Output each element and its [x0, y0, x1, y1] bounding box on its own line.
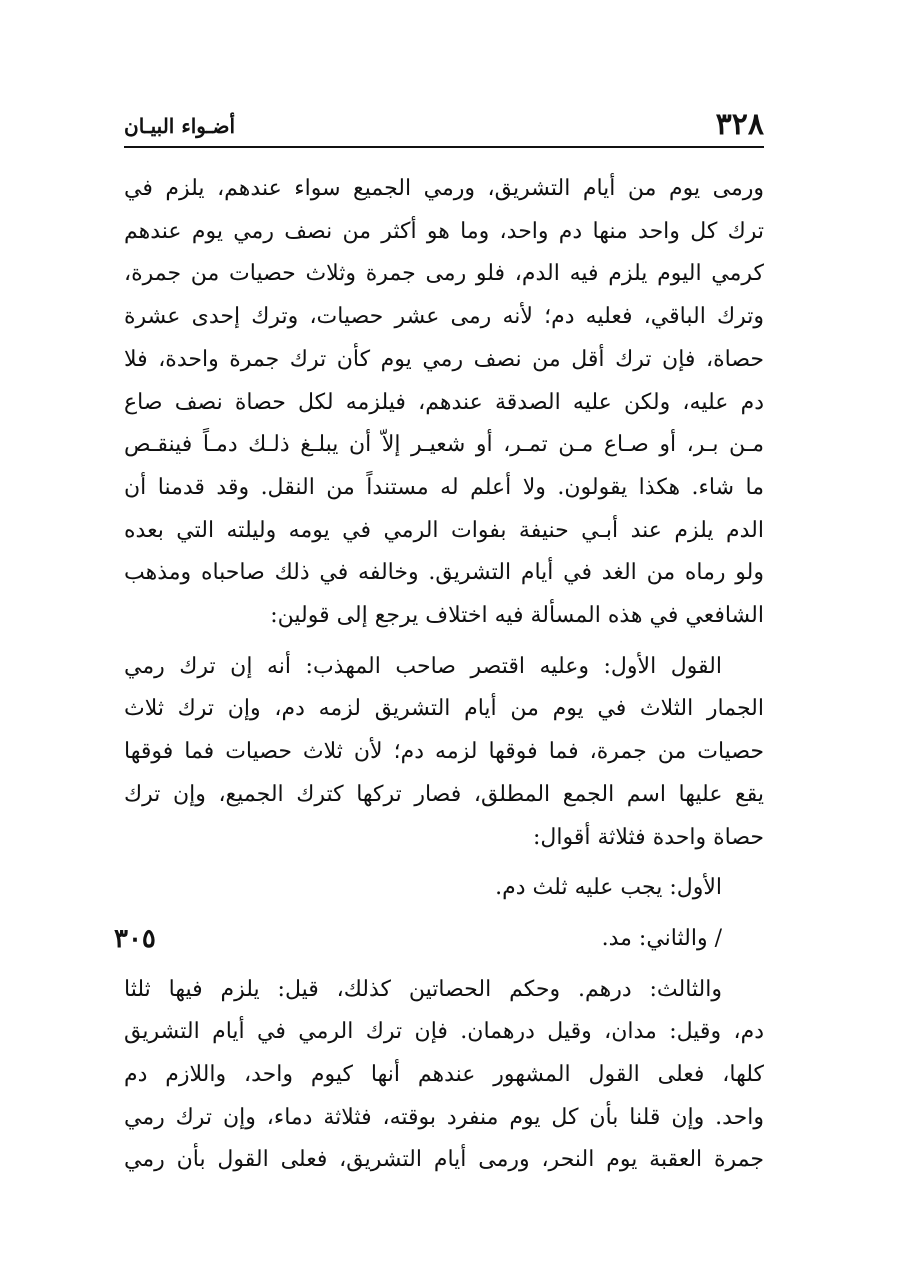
page-body	[114, 168, 764, 1182]
paragraph-gap	[124, 859, 764, 867]
page-header	[124, 104, 764, 148]
text-line: ورمى يوم من أيام التشريق، ورمي الجميع سواء عندهم، يلزم في	[124, 176, 764, 201]
margin-page-number: ٣٠٥	[114, 923, 156, 954]
text-line: يقع عليها اسم الجمع المطلق، فصار تركها كترك الجميع، وإن ترك	[124, 781, 764, 807]
text-line: حصيات من جمرة، فما فوقها لزمه دم؛ لأن ثلاث حصيات فما فوقها	[124, 739, 764, 765]
text-line: القول الأول: وعليه اقتصر صاحب المهذب: أنه إن ترك رمي	[124, 653, 722, 679]
text-line: ولو رماه من الغد في أيام التشريق. وخالفه في ذلك صاحباه ومذهب	[124, 560, 764, 586]
text-line: الدم يلزم عند أبـي حنيفة بفوات الرمي في يومه وليلته التي بعده	[124, 517, 764, 543]
paragraph-gap	[124, 961, 764, 969]
text-line: حصاة، فإن ترك أقل من نصف رمي يوم كأن ترك جمرة واحدة، فلا	[124, 346, 764, 372]
paragraph-gap	[124, 638, 764, 646]
text-line: الجمار الثلاث في يوم من أيام التشريق لزمه دم، وإن ترك ثلاث	[124, 696, 764, 722]
text-line: / والثاني: مد.	[601, 925, 722, 951]
text-line: ما شاء. هكذا يقولون. ولا أعلم له مستنداً من النقل. وقد قدمنا أن	[124, 474, 764, 500]
running-title: أضـواء البيـان	[124, 114, 236, 138]
text-line: مـن بـر، أو صـاع مـن تمـر، أو شعيـر إلاّ أن يبلـغ ذلـك دمـاً فينقـص	[124, 432, 764, 458]
text-line: الشافعي في هذه المسألة فيه اختلاف يرجع إلى قولين:	[270, 603, 764, 629]
text-line: حصاة واحدة فثلاثة أقوال:	[533, 824, 764, 850]
text-line: وترك الباقي، فعليه دم؛ لأنه رمى عشر حصيات، وترك إحدى عشرة	[124, 304, 764, 330]
text-line: دم عليه، ولكن عليه الصدقة عندهم، فيلزمه لكل حصاة نصف صاع	[124, 389, 764, 415]
text-line: دم، وقيل: مدان، وقيل درهمان. فإن ترك الرمي في أيام التشريق	[124, 1019, 764, 1045]
text-line: واحد. وإن قلنا بأن كل يوم منفرد بوقته، فثلاثة دماء، وإن ترك رمي	[124, 1104, 764, 1130]
text-line: ترك كل واحد منها دم واحد، وما هو أكثر من نصف رمي يوم عندهم	[124, 218, 764, 244]
page-number: ٣٢٨	[715, 107, 764, 142]
margin-line	[114, 918, 764, 961]
text-line: الأول: يجب عليه ثلث دم.	[495, 875, 722, 901]
text-line: والثالث: درهم. وحكم الحصاتين كذلك، قيل: يلزم فيها ثلثا	[124, 976, 722, 1002]
text-line: كلها، فعلى القول المشهور عندهم أنها كيوم واحد، واللازم دم	[124, 1062, 764, 1088]
text-line: كرمي اليوم يلزم فيه الدم، فلو رمى جمرة وثلاث حصيات من جمرة،	[124, 261, 764, 287]
text-line: جمرة العقبة يوم النحر، ورمى أيام التشريق، فعلى القول بأن رمي	[124, 1147, 764, 1173]
paragraph-gap	[124, 910, 764, 918]
